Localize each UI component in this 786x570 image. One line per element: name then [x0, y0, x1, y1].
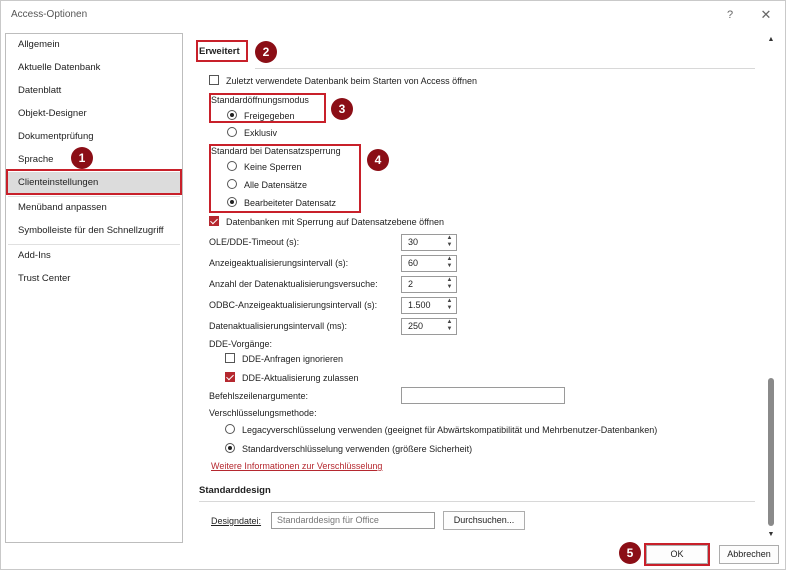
section-heading-erweitert: Erweitert: [199, 46, 240, 57]
dde-label: DDE-Vorgänge:: [209, 339, 273, 349]
encryption-standard[interactable]: [225, 443, 472, 456]
options-nav: [5, 33, 183, 543]
shared-label: Freigegeben: [244, 111, 295, 121]
design-file-label: Designdatei:: [211, 516, 262, 526]
nav-item-menueband[interactable]: Menüband anpassen: [18, 202, 107, 213]
exclusive-radio[interactable]: [227, 127, 237, 137]
dde-ignore-checkbox[interactable]: [225, 353, 235, 363]
nav-item-objekt-designer[interactable]: Objekt-Designer: [18, 108, 87, 119]
encryption-info-link[interactable]: Weitere Informationen zur Verschlüsselung: [211, 461, 383, 471]
title-bar: [1, 1, 785, 29]
cmdline-label: Befehlszeilenargumente:: [209, 391, 309, 401]
refresh-interval-label: Anzeigeaktualisierungsintervall (s):: [209, 258, 349, 268]
all-records-label: Alle Datensätze: [244, 180, 308, 190]
spinner-arrows-icon[interactable]: ▲ ▼: [446, 256, 453, 269]
dde-ignore-label: DDE-Anfragen ignorieren: [242, 354, 344, 364]
legacy-encryption-label: Legacyverschlüsselung verwenden (geeignet für Abwärtskompatibilität und Mehrbenutzer-Datenbanken): [242, 425, 658, 435]
cmdline-input[interactable]: [401, 387, 565, 404]
refresh-interval-value: 60: [408, 258, 419, 268]
scroll-up-icon[interactable]: ▲: [767, 36, 775, 43]
scroll-thumb[interactable]: [768, 378, 774, 526]
update-retries-value: 2: [408, 279, 414, 289]
nav-item-dokumentpruefung[interactable]: Dokumentprüfung: [18, 131, 94, 142]
nav-item-trust-center[interactable]: Trust Center: [18, 273, 71, 284]
ole-timeout-value: 30: [408, 237, 419, 247]
section-divider: [199, 501, 755, 502]
window-title: Access-Optionen: [11, 9, 88, 20]
highlight-record-locking: [209, 144, 361, 213]
recent-db-label: Zuletzt verwendete Datenbank beim Starten von Access öffnen: [226, 76, 477, 86]
nav-item-allgemein[interactable]: Allgemein: [18, 39, 60, 50]
update-retries-spinner[interactable]: [401, 276, 457, 293]
highlight-open-mode: [209, 93, 326, 123]
annotation-badge-5: 5: [619, 542, 641, 564]
scrollbar[interactable]: [765, 33, 777, 543]
recent-db-option[interactable]: [209, 75, 477, 88]
no-locks-label: Keine Sperren: [244, 162, 302, 172]
record-level-locking-label: Datenbanken mit Sperrung auf Datensatzebene öffnen: [226, 217, 444, 227]
encryption-legacy[interactable]: [225, 424, 657, 437]
nav-item-schnellzugriff[interactable]: Symbolleiste für den Schnellzugriff: [18, 225, 164, 236]
spinner-arrows-icon[interactable]: ▲ ▼: [446, 319, 453, 332]
ole-timeout-label: OLE/DDE-Timeout (s):: [209, 237, 300, 247]
odbc-refresh-value: 1.500: [408, 300, 431, 310]
highlight-erweitert: [196, 40, 248, 62]
section-heading-design: Standarddesign: [199, 485, 271, 496]
close-icon[interactable]: ✕: [760, 7, 772, 22]
standard-encryption-radio[interactable]: [225, 443, 235, 453]
update-interval-label: Datenaktualisierungsintervall (ms):: [209, 321, 348, 331]
nav-item-datenblatt[interactable]: Datenblatt: [18, 85, 62, 96]
dde-allow-checkbox[interactable]: [225, 372, 235, 382]
highlight-ok: [644, 543, 710, 566]
dde-allow-label: DDE-Aktualisierung zulassen: [242, 373, 359, 383]
open-mode-label: Standardöffnungsmodus: [211, 95, 309, 105]
help-icon[interactable]: ?: [726, 9, 734, 21]
design-file-input[interactable]: Standarddesign für Office: [271, 512, 435, 529]
ok-button[interactable]: OK: [646, 545, 708, 564]
ole-timeout-spinner[interactable]: [401, 234, 457, 251]
open-mode-exclusive[interactable]: [227, 127, 277, 140]
edited-record-label: Bearbeiteter Datensatz: [244, 198, 337, 208]
recent-db-checkbox[interactable]: [209, 75, 219, 85]
exclusive-label: Exklusiv: [244, 128, 278, 138]
section-divider: [255, 68, 755, 69]
update-interval-spinner[interactable]: [401, 318, 457, 335]
browse-button[interactable]: Durchsuchen...: [443, 511, 525, 530]
annotation-badge-3: 3: [331, 98, 353, 120]
nav-item-add-ins[interactable]: Add-Ins: [18, 250, 51, 261]
spinner-arrows-icon[interactable]: ▲ ▼: [446, 235, 453, 248]
spinner-arrows-icon[interactable]: ▲ ▼: [446, 298, 453, 311]
scroll-down-icon[interactable]: ▼: [767, 531, 775, 538]
legacy-encryption-radio[interactable]: [225, 424, 235, 434]
record-locking-label: Standard bei Datensatzsperrung: [211, 146, 341, 156]
nav-item-sprache[interactable]: Sprache: [18, 154, 54, 165]
odbc-refresh-spinner[interactable]: [401, 297, 457, 314]
record-level-locking-checkbox[interactable]: [209, 216, 219, 226]
cancel-button[interactable]: Abbrechen: [719, 545, 779, 564]
update-retries-label: Anzahl der Datenaktualisierungsversuche:: [209, 279, 378, 289]
annotation-badge-2: 2: [255, 41, 277, 63]
refresh-interval-spinner[interactable]: [401, 255, 457, 272]
spinner-arrows-icon[interactable]: ▲ ▼: [446, 277, 453, 290]
dde-allow-option[interactable]: [225, 372, 359, 385]
encryption-label: Verschlüsselungsmethode:: [209, 408, 317, 418]
annotation-badge-1: 1: [71, 147, 93, 169]
dde-ignore-option[interactable]: [225, 353, 343, 366]
highlight-clienteinstellungen: [6, 169, 182, 195]
nav-item-aktuelle-datenbank[interactable]: Aktuelle Datenbank: [18, 62, 101, 73]
odbc-refresh-label: ODBC-Anzeigeaktualisierungsintervall (s):: [209, 300, 378, 310]
record-level-locking-option[interactable]: [209, 216, 444, 229]
update-interval-value: 250: [408, 321, 424, 331]
annotation-badge-4: 4: [367, 149, 389, 171]
standard-encryption-label: Standardverschlüsselung verwenden (größere Sicherheit): [242, 444, 473, 454]
nav-item-clienteinstellungen[interactable]: Clienteinstellungen: [6, 172, 182, 194]
